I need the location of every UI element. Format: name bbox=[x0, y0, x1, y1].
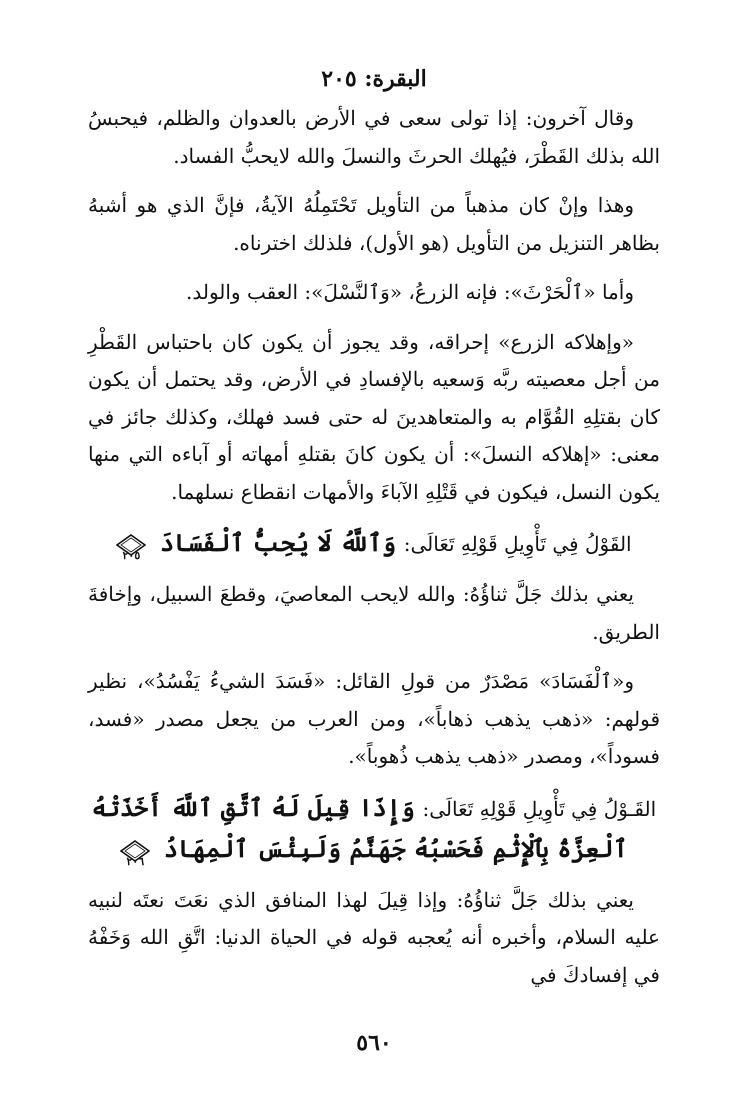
ayah-number: ٢٠٥ bbox=[122, 549, 141, 562]
verse-heading-intro: القَـوْلُ فِي تَأْوِيلِ قَوْلِهِ تَعَالَى: bbox=[422, 796, 657, 821]
paragraph: يعني بذلك جَلَّ ثناؤُهُ: وإذا قِيلَ لهذا المنافق الذي نعَتَ نعتَه لنبيه عليه السلام، وأخبره أنه يُعجبه قوله في الحياة الدنيا: اتَّقِ الله وَخَفْهُ في إفسادكَ في bbox=[88, 887, 660, 987]
quran-verse: وَإِذَا قِيلَ لَهُ ٱتَّقِ ٱللَّهَ أَخَذَتْهُ ٱلْعِزَّةُ بِٱلْإِثْمِ فَحَسْبُهُ جَهَنَّمُ وَلَبِئْسَ ٱلْمِهَادُ bbox=[91, 792, 628, 863]
ayah-number-marker bbox=[120, 840, 150, 868]
verse-heading bbox=[88, 788, 660, 870]
verse-heading-intro: القَوْلُ فِي تَأْوِيلِ قَوْلِهِ تَعَالَى: bbox=[403, 532, 632, 556]
paragraph: وأما «ٱلْحَرْثَ»: فإنه الزرعُ، «وَٱلنَّسْلَ»: العقب والولد. bbox=[186, 280, 634, 304]
paragraph: «وإهلاكه الزرع» إحراقه، وقد يجوز أن يكون كان باحتباس القَطْرِ من أجل معصيته ربَّه وَسعيه بالإفسادِ في الأرض، وقد يحتمل أن يكون كان بقتلِهِ القُوَّام به والمتعاهدينَ له حتى فسد فهلك، وكذلك جائز في معنى: «إهلاكه النسلَ»: أن يكون كانَ بقتلهِ أمهاته أو آباءه التي منها يكون النسل، فيكون في قَتْلِهِ الآباءَ والأمهات انقطاع نسلهما. bbox=[88, 329, 660, 504]
ayah-number-marker bbox=[116, 534, 146, 562]
verse-heading bbox=[88, 523, 660, 564]
paragraph: وهذا وإنْ كان مذهباً من التأويل تَحْتَمِلُهُ الآيةُ، فإنَّ الذي هو أشبهُ بظاهر التنزيل من التأويل (هو الأول)، فلذلك اخترناه. bbox=[88, 193, 660, 255]
page-body bbox=[88, 100, 660, 1006]
page-number: ٥٦٠ bbox=[356, 1030, 392, 1056]
paragraph: و«ٱلْفَسَادَ» مَصْدَرٌ من قولِ القائل: «فَسَدَ الشيءُ يَفْسُدُ»، نظير قولهم: «ذهب يذهب ذهاباً»، ومن العرب من يجعل مصدر «فسد، فسوداً»، ومصدر «ذهب يذهب ذُهوباً». bbox=[88, 669, 660, 768]
ayah-number: ٢٠٦ bbox=[126, 854, 145, 868]
quran-verse: وَٱللَّهُ لَا يُحِبُّ ٱلْفَسَادَ bbox=[160, 528, 397, 557]
running-head: البقرة: ٢٠٥ bbox=[321, 66, 427, 92]
paragraph: وقال آخرون: إذا تولى سعى في الأرض بالعدوان والظلم، فيحبسُ الله بذلك القَطْرَ، فيُهلك الحرثَ والنسلَ والله لايحبُّ الفساد. bbox=[88, 106, 660, 168]
paragraph: يعني بذلك جَلَّ ثناؤُهُ: والله لايحب المعاصيَ، وقطعَ السبيل، وإخافةَ الطريق. bbox=[88, 582, 660, 644]
